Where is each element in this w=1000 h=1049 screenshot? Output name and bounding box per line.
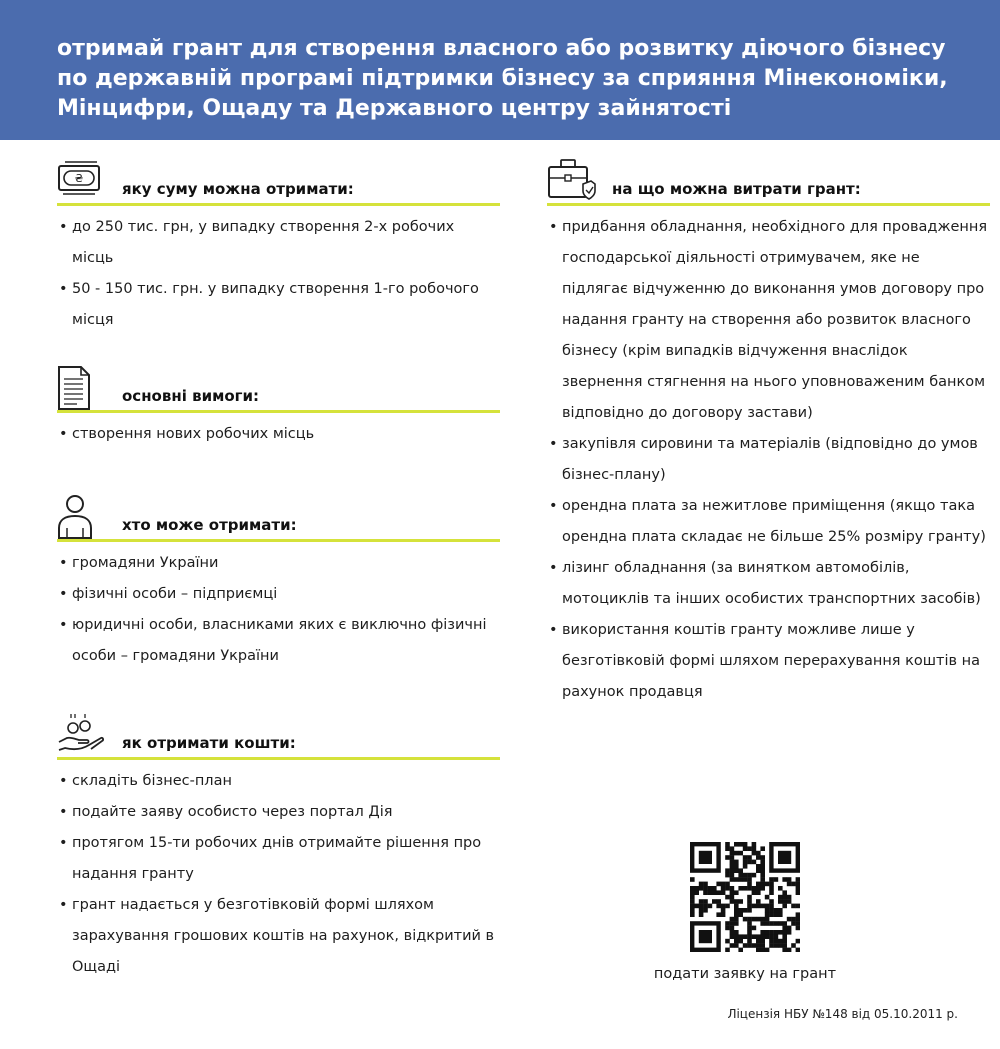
header-banner [0,0,1000,140]
section-header [57,158,500,206]
section-amount [57,158,500,336]
section-divider [57,203,500,206]
section-divider [547,203,990,206]
list-item: • подайте заяву особисто через портал Дія [57,797,500,828]
section-header [57,365,500,413]
coins-hand-icon [57,712,107,756]
list-item: • до 250 тис. грн, у випадку створення 2-х робочих місць [57,212,500,274]
section-header [547,158,990,206]
bullet-list [57,419,500,450]
bullet-list [57,766,500,983]
bullet-list [57,212,500,336]
section-header [57,712,500,760]
section-title: хто може отримати: [122,516,297,534]
bullet-list [57,548,500,672]
document-icon [57,365,97,411]
section-divider [57,410,500,413]
list-item: • громадяни України [57,548,500,579]
section-eligible [57,494,500,672]
list-item: • закупівля сировини та матеріалів (відповідно до умов бізнес-плану) [547,429,990,491]
banknote-icon [57,160,107,200]
briefcase-shield-icon [547,158,597,202]
section-divider [57,539,500,542]
list-item: • грант надається у безготівковій формі шляхом зарахування грошових коштів на рахунок, відкритий в Ощаді [57,890,500,983]
section-requirements [57,365,500,450]
list-item: • 50 - 150 тис. грн. у випадку створення 1-го робочого місця [57,274,500,336]
list-item: • придбання обладнання, необхідного для провадження господарської діяльності отримувачем, яке не підлягає відчуженню до виконання умов договору про надання гранту на створення або розвиток власного бізнесу (крім випадків відчуження внаслідок звернення стягнення на нього уповноваженим банком відповідно до договору застави) [547,212,990,429]
list-item: • створення нових робочих місць [57,419,500,450]
person-icon [57,494,97,540]
list-item: • фізичні особи – підприємці [57,579,500,610]
list-item: • складіть бізнес-план [57,766,500,797]
page-title: отримай грант для створення власного або розвитку діючого бізнесу по державній програмі підтримки бізнесу за сприяння Мінекономіки, Мінцифри, Ощаду та Державного центру зайнятості [57,36,948,121]
section-title: як отримати кошти: [122,734,296,752]
section-spend [547,158,990,708]
list-item: • використання коштів гранту можливе лише у безготівковій формі шляхом перерахування коштів на рахунок продавця [547,615,990,708]
svg-text:₴: ₴ [74,172,84,185]
section-divider [57,757,500,760]
bullet-list [547,212,990,708]
section-how [57,712,500,983]
qr-code[interactable] [690,842,800,952]
qr-caption[interactable]: подати заявку на грант [653,966,837,982]
list-item: • протягом 15-ти робочих днів отримайте рішення про надання гранту [57,828,500,890]
section-title: яку суму можна отримати: [122,180,354,198]
list-item: • лізинг обладнання (за винятком автомобілів, мотоциклів та інших особистих транспортних засобів) [547,553,990,615]
section-header [57,494,500,542]
list-item: • юридичні особи, власниками яких є виключно фізичні особи – громадяни України [57,610,500,672]
section-title: на що можна витрати грант: [612,180,861,198]
qr-code-icon[interactable] [690,842,800,952]
list-item: • орендна плата за нежитлове приміщення (якщо така орендна плата складає не більше 25% розміру гранту) [547,491,990,553]
section-title: основні вимоги: [122,387,259,405]
license-text: Ліцензія НБУ №148 від 05.10.2011 р. [727,1007,958,1021]
